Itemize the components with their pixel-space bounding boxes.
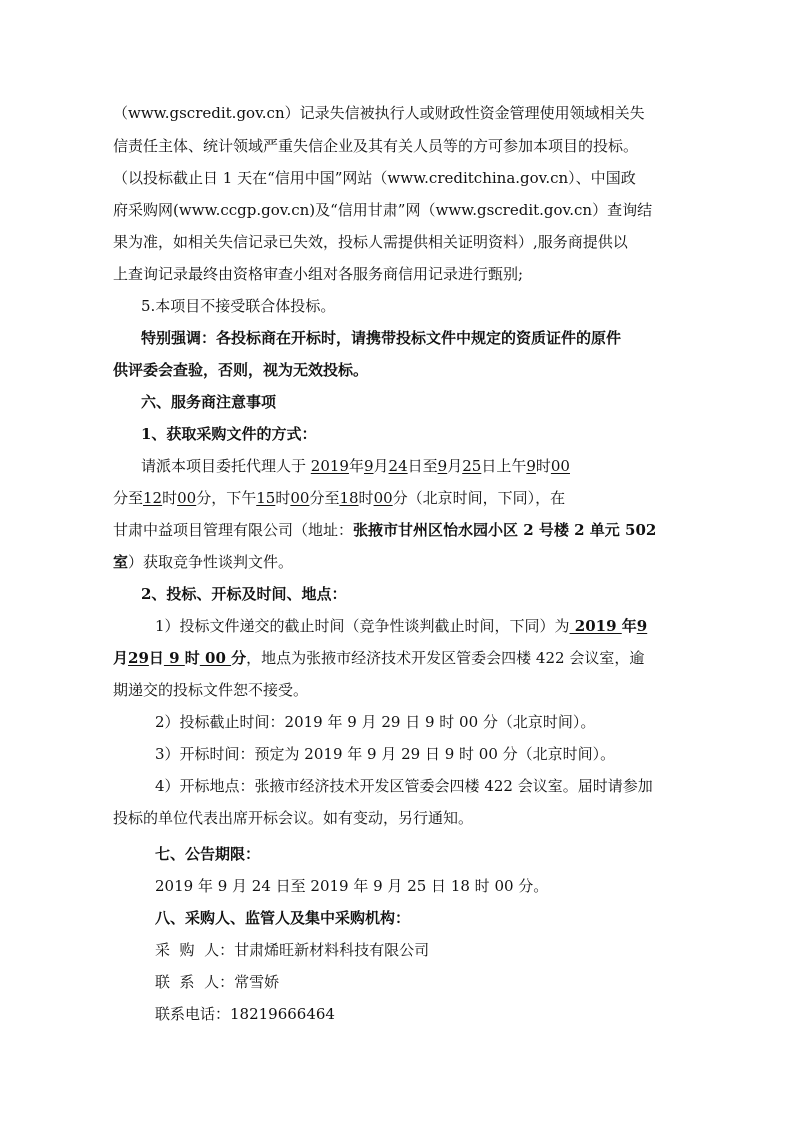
pickup-start-month: 9 — [363, 457, 374, 475]
pickup-hour-unit: 时 — [535, 457, 551, 475]
document-pickup-line-1 — [141, 455, 570, 477]
purchaser-line: 采 购 人：甘肃烯旺新材料科技有限公司 — [155, 941, 430, 959]
subsection-2-heading: 2、投标、开标及时间、地点： — [141, 585, 347, 603]
bid-opening-location-line-1: 4）开标地点：张掖市经济技术开发区管委会四楼 422 会议室。届时请参加 — [155, 777, 653, 795]
eligibility-line-2: 信责任主体、统计领域严重失信企业及其有关人员等的方可参加本项目的投标。 — [113, 137, 639, 155]
pickup-am-end-hour: 12 — [143, 489, 163, 507]
special-emphasis-line-1: 特别强调：各投标商在开标时，请携带投标文件中规定的资质证件的原件 — [141, 329, 622, 347]
pickup-hour-unit-2: 时 — [162, 489, 178, 507]
pickup-month-unit-2: 月 — [447, 457, 463, 475]
pickup-pm-minute: 00 — [290, 489, 310, 507]
bid-deadline-item: 2）投标截止时间：2019 年 9 月 29 日 9 时 00 分（北京时间）。 — [155, 713, 596, 731]
pickup-fen-to-text: 分至 — [113, 489, 144, 507]
eligibility-line-1: （www.gscredit.gov.cn）记录失信被执行人或财政性资金管理使用领域相关失 — [113, 104, 645, 122]
pickup-closing-text: ）获取竞争性谈判文件。 — [128, 553, 294, 571]
pickup-year-unit: 年 — [348, 457, 364, 475]
pickup-address: 张掖市甘州区怡水园小区 2 号楼 2 单元 502 — [353, 521, 657, 539]
pickup-address-end: 室 — [113, 553, 129, 571]
pickup-lead-text: 请派本项目委托代理人于 — [141, 457, 311, 475]
eligibility-line-4: 府采购网(www.ccgp.gov.cn)及“信用甘肃”网（www.gscredit.gov.cn）查询结 — [113, 201, 653, 219]
special-emphasis-line-2: 供评委会查验，否则，视为无效投标。 — [113, 361, 369, 379]
document-pickup-line-4 — [113, 551, 293, 573]
contact-person-line: 联 系 人：常雪娇 — [155, 973, 280, 991]
deadline-minute-unit: 分 — [231, 649, 247, 667]
pickup-agency-text: 甘肃中益项目管理有限公司（地址： — [113, 521, 354, 539]
pickup-month-unit: 月 — [373, 457, 389, 475]
subsection-1-heading: 1、获取采购文件的方式： — [141, 425, 317, 443]
pickup-end-day: 25 — [462, 457, 482, 475]
pickup-start-day: 24 — [388, 457, 408, 475]
pickup-end-month: 9 — [437, 457, 448, 475]
pickup-to-text: 日至 — [407, 457, 438, 475]
pickup-year: 2019 — [310, 457, 349, 475]
pickup-pm-hour: 15 — [256, 489, 276, 507]
deadline-location-text: ，地点为张掖市经济技术开发区管委会四楼 422 会议室，逾 — [246, 649, 645, 667]
section-6-heading: 六、服务商注意事项 — [141, 393, 277, 411]
eligibility-line-6: 上查询记录最终由资格审查小组对各服务商信用记录进行甄别; — [113, 265, 524, 283]
deadline-minute: 00 — [199, 649, 232, 667]
bid-opening-time-item: 3）开标时间：预定为 2019 年 9 月 29 日 9 时 00 分（北京时间）。 — [155, 745, 616, 763]
deadline-line-2 — [113, 647, 644, 669]
deadline-year-unit: 年 — [621, 617, 637, 635]
deadline-month: 9 — [636, 617, 648, 635]
deadline-month-unit: 月 — [113, 649, 129, 667]
pickup-am-hour: 9 — [526, 457, 536, 475]
pickup-am-text: 日上午 — [481, 457, 527, 475]
pickup-hour-unit-4: 时 — [358, 489, 374, 507]
deadline-hour: 9 — [163, 649, 185, 667]
deadline-line-1 — [155, 615, 647, 637]
pickup-tail-text: 分（北京时间，下同），在 — [392, 489, 566, 507]
pickup-pm-end-minute: 00 — [373, 489, 393, 507]
deadline-line-3: 期递交的投标文件恕不接受。 — [113, 681, 309, 699]
no-consortium-clause: 5.本项目不接受联合体投标。 — [141, 297, 336, 315]
deadline-day: 29 — [128, 649, 149, 667]
document-pickup-line-3 — [113, 519, 656, 541]
eligibility-line-5: 果为准，如相关失信记录已失效，投标人需提供相关证明资料）,服务商提供以 — [113, 233, 628, 251]
pickup-pm-text: 分，下午 — [196, 489, 257, 507]
section-7-heading: 七、公告期限： — [155, 845, 261, 863]
pickup-am-end-minute: 00 — [177, 489, 197, 507]
contact-phone-line: 联系电话：18219666464 — [155, 1005, 335, 1023]
pickup-fen-to-text-2: 分至 — [309, 489, 340, 507]
bid-opening-location-line-2: 投标的单位代表出席开标会议。如有变动，另行通知。 — [113, 809, 474, 827]
deadline-lead-text: 1）投标文件递交的截止时间（竞争性谈判截止时间，下同）为 — [155, 617, 570, 635]
document-pickup-line-2 — [113, 487, 565, 509]
section-8-heading: 八、采购人、监管人及集中采购机构： — [155, 909, 411, 927]
pickup-am-minute: 00 — [550, 457, 570, 475]
deadline-year: 2019 — [569, 617, 622, 635]
eligibility-line-3: （以投标截止日 1 天在“信用中国”网站（www.creditchina.gov.cn）、中国政 — [113, 169, 636, 187]
announcement-period: 2019 年 9 月 24 日至 2019 年 9 月 25 日 18 时 00 分。 — [155, 877, 549, 895]
pickup-pm-end-hour: 18 — [339, 489, 359, 507]
pickup-hour-unit-3: 时 — [275, 489, 291, 507]
deadline-hour-unit: 时 — [184, 649, 200, 667]
deadline-day-unit: 日 — [148, 649, 164, 667]
